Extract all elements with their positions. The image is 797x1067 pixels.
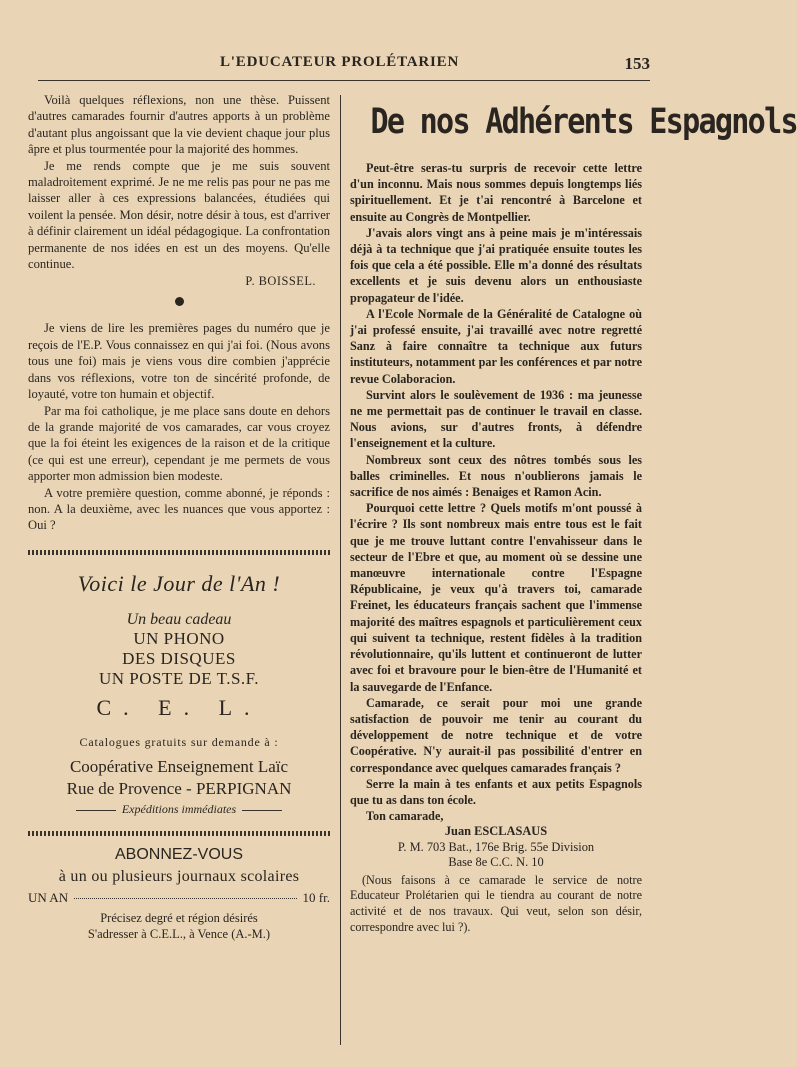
ad-gift: Un beau cadeau [126, 610, 232, 628]
new-year-advertisement [28, 571, 330, 817]
ad-line: UN POSTE DE T.S.F. [98, 668, 260, 688]
journal-title: L'EDUCATEUR PROLÉTARIEN [220, 54, 460, 70]
author-address: P. M. 703 Bat., 176e Brig. 55e Division [397, 839, 595, 854]
editor-note: (Nous faisons à ce camarade le service de notre Educateur Prolétarien qui le tiendra au courant de notre activité et de nos travaux. Qui veut, selon son désir, correspondre avec lui ?). [350, 872, 642, 934]
letter-paragraph: J'avais alors vingt ans à peine mais je m'intéressais déjà à ta technique que j'ai pratiquée ensuite toutes les fois que cela a été possible. Elle m'a donné des résultats excellents et je suis devenu alors un enthousiaste propagateur de l'idée. [350, 225, 642, 305]
article-title: De nos Adhérents Espagnols [370, 102, 797, 142]
letter-paragraph: Camarade, ce serait pour moi une grande satisfaction de pouvoir me tenir au courant du développement de notre technique et de votre Coopérative. N'y aurait-il pas possibilité d'entrer en correspondance avec quelques camarades français ? [350, 695, 642, 775]
subscribe-note: Précisez degré et région désirés [100, 910, 258, 925]
left-column [28, 92, 330, 942]
letter-paragraph: Peut-être seras-tu surpris de recevoir cette lettre d'un inconnu. Mais nous sommes depuis longtemps liés spirituellement. Et je t'ai rencontré à Barcelone et ensuite au Congrès de Montpellier. [350, 161, 642, 224]
page-header [38, 52, 650, 81]
price: 10 fr. [302, 889, 330, 905]
ad-line: DES DISQUES [122, 648, 236, 668]
ad-shipping-text: Expéditions immédiates [121, 801, 237, 816]
ad-line: UN PHONO [133, 628, 225, 648]
year-label: UN AN [28, 889, 69, 905]
signature-boissel: P. BOISSEL. [245, 274, 316, 289]
ad-headline: Voici le Jour de l'An ! [77, 570, 281, 596]
subscribe-advertisement [28, 846, 330, 942]
author-base: Base 8e C.C. N. 10 [448, 855, 544, 870]
page-number: 153 [624, 54, 650, 73]
letter-paragraph: Serre la main à tes enfants et aux petits Espagnols que tu as dans ton école. [350, 776, 642, 807]
letter-closing: Ton camarade, [366, 809, 444, 824]
letter-paragraph: Je viens de lire les premières pages du numéro que je reçois de l'E.P. Vous connaissez en qui j'ai foi. (Nous avons tous une foi) mais je viens vous dire combien j'apprécie dans vos réflexions, votre ton de sincérité profonde, de loyauté, votre ton humain et objectif. [28, 321, 330, 402]
letter-paragraph: A l'Ecole Normale de la Généralité de Catalogne où j'ai professé ensuite, j'ai travaillé avec notre regretté Sanz à faire connaître ta technique aux futurs instituteurs, notamment par les conférences et par notre revue Colaboracion. [350, 306, 642, 386]
dotted-divider [28, 831, 330, 836]
ad-cel: C. E. L. [96, 694, 262, 720]
ad-address: Rue de Provence - PERPIGNAN [66, 778, 292, 798]
subscribe-sub: à un ou plusieurs journaux scolaires [58, 867, 300, 885]
ad-shipping [28, 802, 330, 817]
bullet-separator [175, 297, 184, 306]
subscribe-address: S'adresser à C.E.L., à Vence (A.-M.) [87, 926, 271, 941]
subscribe-price-row [28, 890, 330, 906]
author-name: Juan ESCLASAUS [444, 824, 548, 839]
letter-paragraph: Pourquoi cette lettre ? Quels motifs m'ont poussé à l'écrire ? Ils sont nombreux mais entre tous est le fait que je me trouve luttant contre l'envahisseur dans le secteur de l'Ebre et que, au moment où se dessine une manœuvre internationale contre l'Espagne Républicaine, je veux qu'à travers toi, camarade Freinet, les éducateurs français sachent que l'immense majorité des maîtres espagnols et particulièrement ceux qui suivent ta technique, restent fidèles à la tradition révolutionnaire, qu'ils luttent et continueront de lutter avec foi et bravoure pour le bien-être de l'Humanité et la sauvegarde de l'Enfance. [350, 501, 642, 694]
rule [76, 810, 116, 811]
article-paragraph: Voilà quelques réflexions, non une thèse. Puissent d'autres camarades fournir d'autres apports à un problème d'autant plus angoissant que la vie devient chaque jour plus âpre et plus tourmentée pour la majorité des hommes. [28, 93, 330, 157]
article-paragraph: Je me rends compte que je me suis souvent maladroitement exprimé. Je ne me relis pas pour ne pas me laisser aller à ces expressions balancées, étudiées qui voilent la pensée. Mon désir, notre désir à tous, est d'arriver à définir clairement un idéal pédagogique. La confrontation permanente de nos idées en est un des moyens. Qu'elle continue. [28, 158, 330, 272]
letter-paragraph: A votre première question, comme abonné, je réponds : non. A la deuxième, avec les nuances que vous apportez : Oui ? [28, 485, 330, 533]
letter-paragraph: Survint alors le soulèvement de 1936 : ma jeunesse ne me permettait pas de continuer le travail en classe. Nous avions, sur d'autres fronts, à défendre l'enseignement et la culture. [350, 387, 642, 451]
dotted-divider [28, 550, 330, 555]
letter-paragraph: Nombreux sont ceux des nôtres tombés sous les balles criminelles. Et nous n'oublierons jamais le sacrifice de nos aimés : Benaiges et Ramon Acin. [350, 452, 642, 500]
ad-catalogues: Catalogues gratuits sur demande à : [79, 734, 279, 749]
column-divider [340, 95, 341, 1045]
rule [242, 810, 282, 811]
letter-paragraph: Par ma foi catholique, je me place sans doute en dehors de la grande majorité de vos camarades, car vous croyez que la foi éteint les exigences de la raison et de la critique (ce qui est une erreur), cependant je me permets de vous apporter mon admission bien modeste. [28, 403, 330, 484]
right-column [350, 92, 797, 935]
subscribe-headline: ABONNEZ-VOUS [114, 845, 243, 863]
ad-coop-name: Coopérative Enseignement Laïc [69, 756, 289, 776]
leader-dots [74, 898, 296, 899]
